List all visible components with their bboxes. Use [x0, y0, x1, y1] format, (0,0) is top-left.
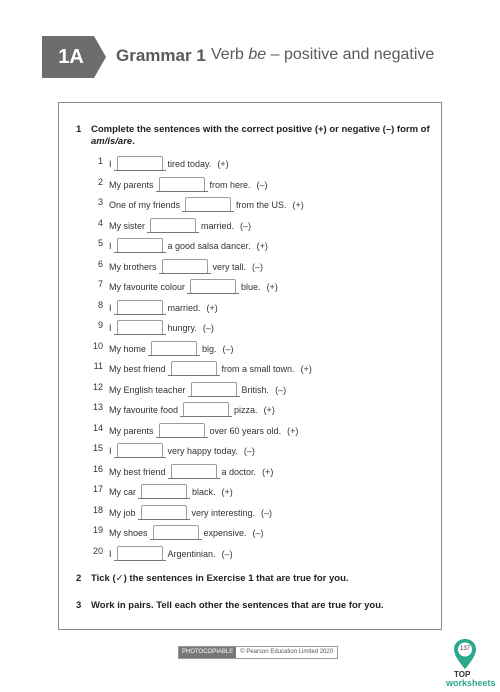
- sentence-after: very happy today.: [167, 446, 238, 456]
- sentence-sign: (–): [243, 446, 255, 456]
- sentence-sign: (–): [202, 323, 214, 333]
- sentence-number: 8: [97, 299, 103, 310]
- instruction-pre: Complete the sentences with the correct positive (+) or negative (–) form of: [91, 124, 430, 135]
- sentence-sign: (–): [256, 179, 268, 190]
- sentence-after: tired today.: [167, 159, 212, 169]
- copyright-footer: [178, 646, 338, 659]
- sentence-sign: (+): [221, 487, 233, 497]
- sentence-sign: (+): [263, 405, 275, 415]
- sentence-before: My favourite colour: [109, 282, 186, 292]
- sentence-sign: (+): [262, 466, 274, 477]
- sentence-number: 17: [92, 484, 103, 494]
- sentence-after: from the US.: [236, 200, 287, 210]
- sentence-before: I: [109, 159, 112, 169]
- unit-badge: [42, 36, 106, 78]
- sentence-after: from here.: [209, 179, 251, 190]
- sentence-before: My parents: [109, 179, 154, 190]
- sentence-number: 16: [92, 463, 103, 474]
- sentence-number: 19: [92, 525, 103, 535]
- unit-label: 1A: [58, 46, 84, 68]
- sentence-sign: (–): [252, 528, 264, 538]
- sentence-text: [109, 443, 255, 458]
- sentence-text: [109, 546, 233, 561]
- answer-blank[interactable]: [117, 320, 163, 335]
- sentence-before: My best friend: [109, 364, 166, 374]
- exercise-number: 3: [76, 600, 82, 611]
- sentence-sign: (–): [275, 384, 287, 395]
- sentence-after: a doctor.: [221, 466, 257, 477]
- sentence-before: I: [109, 241, 112, 251]
- section-title: Grammar 1: [116, 46, 206, 65]
- sentence-sign: (+): [217, 159, 229, 169]
- answer-blank[interactable]: [117, 443, 163, 458]
- sentence-text: [109, 464, 273, 479]
- exercise-text: [91, 124, 431, 148]
- subtitle-em: be: [248, 46, 267, 63]
- instruction-em: am/is/are: [91, 136, 133, 147]
- sentence-text: [109, 484, 233, 499]
- sentence-before: I: [109, 323, 112, 333]
- sentence-before: I: [109, 548, 112, 559]
- sentence-text: [109, 320, 214, 335]
- sentence-after: over 60 years old.: [209, 425, 282, 436]
- sentence-after: married.: [167, 302, 201, 313]
- logo-line1: TOP: [454, 670, 471, 679]
- sentence-number: 11: [93, 361, 103, 371]
- sentence-number: 7: [97, 279, 103, 289]
- answer-blank[interactable]: [171, 361, 217, 376]
- sentence-text: [109, 361, 312, 376]
- sentence-number: 2: [97, 176, 103, 187]
- sentence-text: [109, 505, 272, 520]
- sentence-before: My job: [109, 507, 136, 518]
- sentence-sign: (–): [240, 220, 252, 231]
- sentence-after: hungry.: [167, 323, 197, 333]
- answer-blank[interactable]: [159, 177, 205, 192]
- sentence-before: My car: [109, 487, 136, 497]
- sentence-text: [109, 259, 263, 274]
- subtitle-post: – positive and negative: [266, 46, 435, 63]
- logo-number: 137: [459, 646, 470, 652]
- sentence-after: from a small town.: [221, 364, 295, 374]
- sentence-before: I: [109, 302, 112, 313]
- sentence-sign: (+): [266, 282, 278, 292]
- answer-blank[interactable]: [141, 484, 187, 499]
- sentence-after: a good salsa dancer.: [167, 241, 251, 251]
- sentence-sign: (–): [222, 343, 234, 354]
- sentence-sign: (+): [300, 364, 312, 374]
- answer-blank[interactable]: [185, 197, 231, 212]
- sentence-text: [109, 382, 286, 397]
- answer-blank[interactable]: [190, 279, 236, 294]
- sentence-after: black.: [192, 487, 216, 497]
- answer-blank[interactable]: [150, 218, 196, 233]
- sentence-before: My parents: [109, 425, 154, 436]
- sentence-text: [109, 525, 264, 540]
- instruction-post: .: [132, 136, 135, 147]
- answer-blank[interactable]: [191, 382, 237, 397]
- subtitle-pre: Verb: [211, 46, 249, 63]
- sentence-after: British.: [241, 384, 270, 395]
- sentence-sign: (–): [221, 548, 233, 559]
- sentence-text: [109, 423, 298, 438]
- sentence-text: [109, 177, 268, 192]
- sentence-number: 14: [92, 422, 103, 433]
- logo-line2: worksheets: [446, 678, 496, 688]
- sentence-before: My home: [109, 343, 147, 354]
- sentence-after: big.: [202, 343, 217, 354]
- sentence-before: My best friend: [109, 466, 166, 477]
- sentence-number: 15: [92, 443, 103, 453]
- sentence-text: [109, 156, 229, 171]
- exercise-number: 1: [76, 124, 82, 135]
- sentence-sign: (–): [252, 261, 264, 272]
- sentence-before: My English teacher: [109, 384, 186, 395]
- sentence-number: 18: [92, 504, 103, 515]
- sentence-text: [109, 402, 275, 417]
- sentence-sign: (–): [261, 507, 273, 518]
- answer-blank[interactable]: [162, 259, 208, 274]
- sentence-before: My shoes: [109, 528, 148, 538]
- sentence-before: One of my friends: [109, 200, 181, 210]
- sentence-number: 9: [97, 320, 103, 330]
- answer-blank[interactable]: [117, 300, 163, 315]
- photocopiable-tag: PHOTOCOPIABLE: [179, 647, 236, 658]
- sentence-text: [109, 341, 234, 356]
- sentence-number: 1: [97, 156, 103, 166]
- sentence-after: expensive.: [203, 528, 247, 538]
- sentence-before: My brothers: [109, 261, 157, 272]
- sentence-after: pizza.: [234, 405, 258, 415]
- top-worksheets-logo: [446, 638, 496, 690]
- exercise-text: Tick (✓) the sentences in Exercise 1 that are true for you.: [91, 573, 349, 584]
- answer-blank[interactable]: [171, 464, 217, 479]
- sentence-before: My favourite food: [109, 405, 179, 415]
- sentence-before: I: [109, 446, 112, 456]
- answer-blank[interactable]: [159, 423, 205, 438]
- sentence-after: married.: [201, 220, 235, 231]
- sentence-text: [109, 238, 268, 253]
- sentence-number: 12: [92, 381, 103, 392]
- answer-blank[interactable]: [153, 525, 199, 540]
- sentence-text: [109, 279, 278, 294]
- sentence-number: 5: [97, 238, 103, 248]
- answer-blank[interactable]: [151, 341, 197, 356]
- sentence-after: Argentinian.: [167, 548, 216, 559]
- sentence-before: My sister: [109, 220, 145, 231]
- sentence-text: [109, 197, 304, 212]
- sentence-after: very tall.: [212, 261, 247, 272]
- answer-blank[interactable]: [141, 505, 187, 520]
- answer-blank[interactable]: [117, 156, 163, 171]
- sentence-number: 6: [97, 258, 103, 269]
- section-subtitle: [211, 46, 434, 64]
- sentence-sign: (+): [287, 425, 299, 436]
- sentence-number: 13: [92, 402, 103, 412]
- map-pin-icon: [453, 638, 477, 670]
- sentence-text: [109, 218, 251, 233]
- exercise-number: 2: [76, 573, 82, 584]
- sentence-number: 3: [97, 197, 103, 207]
- sentence-sign: (+): [256, 241, 268, 251]
- answer-blank[interactable]: [117, 546, 163, 561]
- sentence-after: blue.: [241, 282, 261, 292]
- exercise-text: Work in pairs. Tell each other the sentences that are true for you.: [91, 600, 384, 611]
- sentence-number: 20: [92, 545, 103, 556]
- sentence-text: [109, 300, 218, 315]
- sentence-number: 4: [97, 217, 103, 228]
- sentence-number: 10: [92, 340, 103, 351]
- sentence-after: very interesting.: [191, 507, 256, 518]
- answer-blank[interactable]: [183, 402, 229, 417]
- page-header: [0, 36, 500, 78]
- sentence-sign: (+): [292, 200, 304, 210]
- sentence-sign: (+): [206, 302, 218, 313]
- copyright-text: © Pearson Education Limited 2020: [240, 649, 334, 655]
- answer-blank[interactable]: [117, 238, 163, 253]
